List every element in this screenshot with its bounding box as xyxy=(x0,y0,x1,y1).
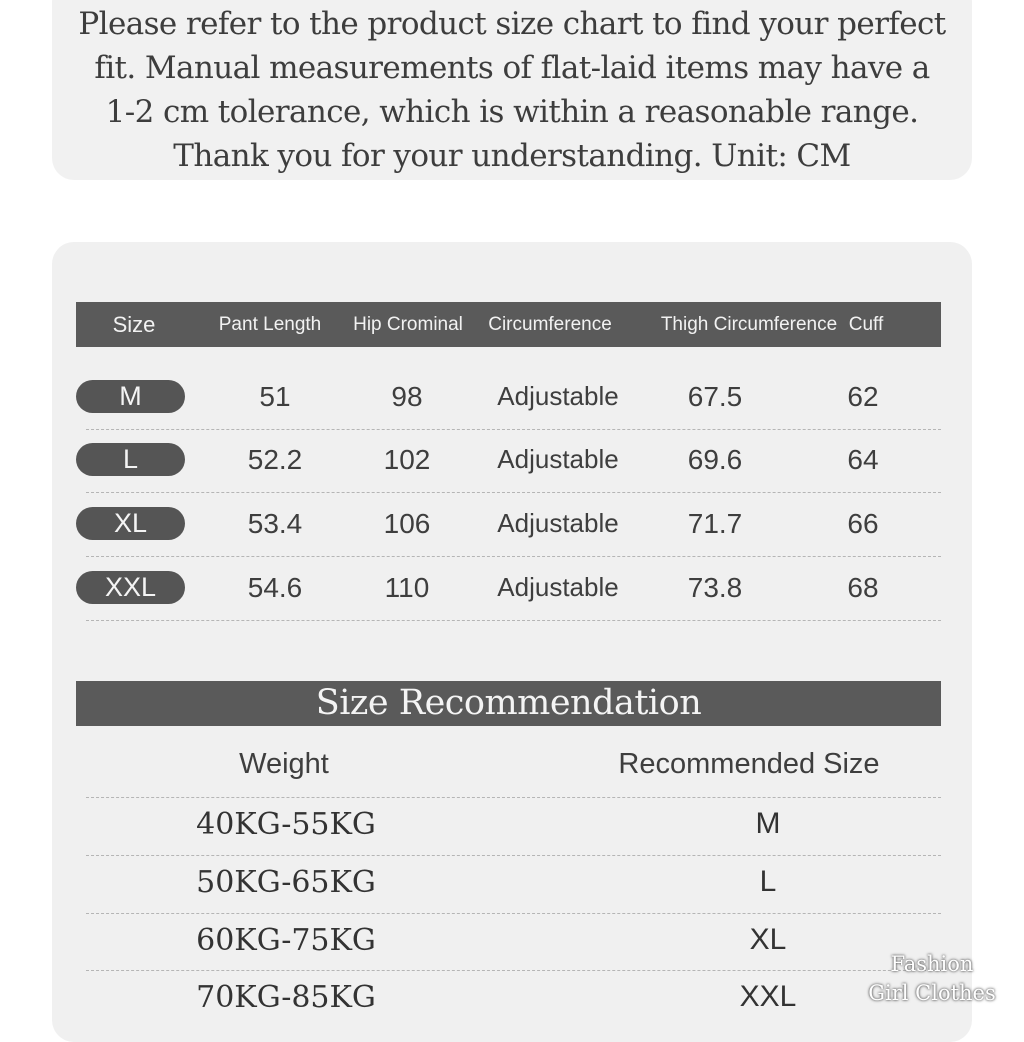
weight-header: Weight xyxy=(239,748,329,780)
header-size: Size xyxy=(112,312,156,337)
header-circumference: Circumference xyxy=(488,314,612,335)
size-row xyxy=(76,493,941,557)
watermark xyxy=(852,950,1012,1008)
recommended-size: M xyxy=(755,807,781,840)
hip-value: 110 xyxy=(384,572,430,603)
thigh-value: 71.7 xyxy=(687,508,743,539)
dashed-divider xyxy=(86,797,941,798)
hip-value: 102 xyxy=(383,444,431,475)
notice-text xyxy=(52,2,972,178)
header-hip: Hip Crominal xyxy=(353,314,463,335)
size-badge: L xyxy=(76,443,185,476)
notice-line: 1-2 cm tolerance, which is within a reasonable range. xyxy=(105,94,919,130)
pant-length-value: 54.6 xyxy=(247,572,303,603)
header-cuff: Cuff xyxy=(848,314,884,335)
recommended-size: XL xyxy=(749,923,787,956)
size-row xyxy=(76,557,941,621)
circumference-value: Adjustable xyxy=(497,572,619,602)
circumference-value: Adjustable xyxy=(497,381,619,411)
pant-length-value: 51 xyxy=(259,381,291,412)
size-row xyxy=(76,429,941,493)
watermark-line: Fashion xyxy=(890,952,974,976)
weight-range: 50KG-65KG xyxy=(196,865,376,900)
cuff-value: 66 xyxy=(847,508,879,539)
recommended-size-header: Recommended Size xyxy=(618,748,880,780)
size-badge: XXL xyxy=(76,571,185,604)
size-badge: XL xyxy=(76,507,185,540)
recommended-size: L xyxy=(759,865,777,898)
recommendation-row xyxy=(86,797,941,855)
notice-line: Please refer to the product size chart to find your perfect xyxy=(78,6,946,42)
size-chart-header xyxy=(76,302,941,347)
header-thigh-circumference: Thigh Circumference xyxy=(660,314,838,335)
weight-range: 70KG-85KG xyxy=(196,980,376,1015)
size-recommendation-title: Size Recommendation xyxy=(76,681,941,726)
notice-line: fit. Manual measurements of flat-laid items may have a xyxy=(94,50,930,86)
notice-line: Thank you for your understanding. Unit: CM xyxy=(173,138,851,174)
thigh-value: 67.5 xyxy=(687,381,743,412)
circumference-value: Adjustable xyxy=(497,508,619,538)
thigh-value: 73.8 xyxy=(687,572,743,603)
cuff-value: 64 xyxy=(847,444,879,475)
weight-range: 60KG-75KG xyxy=(196,923,376,958)
circumference-value: Adjustable xyxy=(497,444,619,474)
dashed-divider xyxy=(86,913,941,914)
thigh-value: 69.6 xyxy=(687,444,743,475)
recommendation-row xyxy=(86,970,941,1028)
size-row xyxy=(76,366,941,430)
dashed-divider xyxy=(86,855,941,856)
cuff-value: 68 xyxy=(847,572,879,603)
weight-range: 40KG-55KG xyxy=(196,807,376,842)
pant-length-value: 53.4 xyxy=(247,508,303,539)
watermark-line: Girl Clothes xyxy=(868,981,996,1005)
dashed-divider xyxy=(86,620,941,621)
size-badge: M xyxy=(76,380,185,413)
cuff-value: 62 xyxy=(847,381,879,412)
hip-value: 98 xyxy=(391,381,423,412)
pant-length-value: 52.2 xyxy=(247,444,303,475)
dashed-divider xyxy=(86,970,941,971)
header-pant-length: Pant Length xyxy=(218,314,322,335)
recommended-size: XXL xyxy=(739,980,797,1013)
recommendation-row xyxy=(86,855,941,913)
hip-value: 106 xyxy=(383,508,431,539)
recommendation-row xyxy=(86,913,941,971)
